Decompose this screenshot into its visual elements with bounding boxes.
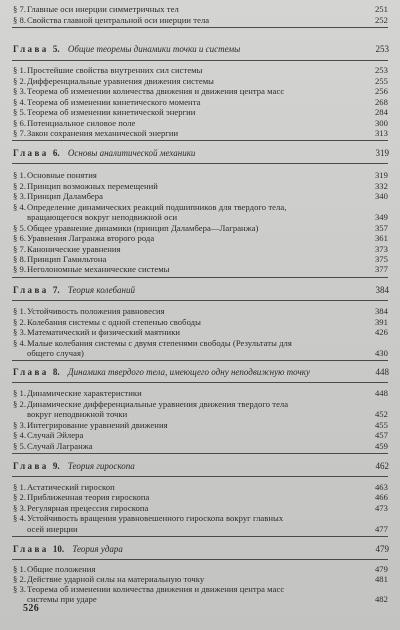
chapter-heading [13,367,388,378]
section-title: общего случая) [27,348,84,358]
page-number: 463 [374,482,388,492]
chapter-label: Глава [13,44,49,54]
chapter-label: Глава [13,461,49,471]
chapter-heading [13,461,388,472]
section-number: § 1. [13,564,27,574]
page-number: 457 [374,430,388,440]
chapter-title: Теория гироскопа [67,461,135,471]
page-number: 462 [375,461,389,471]
divider [12,27,388,28]
section-number: § 3. [13,86,27,96]
divider [12,300,388,301]
section-title: Колебания системы с одной степенью свободы [27,317,201,327]
section-title: Принцип Гамильтона [27,254,107,264]
divider [12,536,388,537]
chapter-title: Динамика твердого тела, имеющего одну неподвижную точку [67,367,310,377]
page-number: 384 [375,285,389,295]
page-number: 300 [374,118,388,128]
page-number: 252 [374,15,388,25]
section-title: Регулярная прецессия гироскопа [27,503,149,513]
page-number: 452 [374,409,388,419]
section-title: Динамические дифференциальные уравнения движения твердого тела [27,399,289,409]
chapter-label: Глава [13,285,49,295]
chapter-title: Теория удара [72,544,123,554]
section-number: § 1. [13,65,27,75]
section-title: Свойства главной центральной оси инерции тела [27,15,210,25]
section-number: § 4. [13,430,27,440]
section-title: Принцип Даламбера [27,191,103,201]
section-number: § 3. [13,503,27,513]
page-number: 253 [374,65,388,75]
page-number: 340 [374,191,388,201]
page-number: 479 [375,544,389,554]
section-title: осей инерции [27,524,78,534]
section-number: § 2. [13,574,27,584]
section-number: § 4. [13,338,27,348]
chapter-title: Теория колебаний [67,285,136,295]
section-title: Канонические уравнения [27,244,121,254]
page-number: 448 [375,367,389,377]
page-number: 332 [374,181,388,191]
section-number: § 1. [13,482,27,492]
section-title: Случай Лагранжа [27,441,93,451]
section-title: Общие положения [27,564,96,574]
section-number: § 2. [13,181,27,191]
folio-page-number: 526 [23,603,40,614]
page-number: 459 [374,441,388,451]
page-number: 377 [374,264,388,274]
section-title: Общее уравнение динамики (принцип Даламбера—Лагранжа) [27,223,259,233]
section-number: § 1. [13,306,27,316]
page-number: 373 [374,244,388,254]
section-number: § 3. [13,327,27,337]
chapter-number: 6. [52,148,60,158]
section-title: Устойчивость вращения уравновешенного гироскопа вокруг главных [27,513,284,523]
section-title: Неголономные механические системы [27,264,170,274]
section-number: § 4. [13,513,27,523]
section-number: § 5. [13,441,27,451]
section-title: Устойчивость положения равновесия [27,306,165,316]
chapter-number: 7. [52,285,60,295]
section-number: § 9. [13,264,27,274]
section-number: § 6. [13,118,27,128]
chapter-number: 10. [52,544,65,554]
divider [12,360,388,361]
divider [12,277,388,278]
section-title: Простейшие свойства внутренних сил системы [27,65,203,75]
section-title: Определение динамических реакций подшипников для твердого тела, [27,202,287,212]
page-number: 349 [374,212,388,222]
chapter-number: 5. [52,44,60,54]
chapter-title: Общие теоремы динамики точки и системы [67,44,241,54]
section-title: системы при ударе [27,594,97,604]
section-title: Теорема об изменении количества движения и движения центра масс [27,584,285,594]
chapter-label: Глава [13,148,49,158]
divider [12,163,388,164]
section-title: Теорема об изменении кинетической энергии [27,107,196,117]
section-number: § 4. [13,202,27,212]
section-number: § 5. [13,107,27,117]
page-number: 256 [374,86,388,96]
section-title: Принцип возможных перемещений [27,181,158,191]
page-number: 426 [374,327,388,337]
page-number: 284 [374,107,388,117]
chapter-heading [13,148,388,159]
page-number: 357 [374,223,388,233]
section-number: § 8. [13,15,27,25]
section-number: § 3. [13,191,27,201]
page-number: 473 [374,503,388,513]
section-title: вокруг неподвижной точки [27,409,128,419]
divider [12,476,388,477]
section-title: Закон сохранения механической энергии [27,128,179,138]
divider [12,453,388,454]
page-number: 481 [374,574,388,584]
section-title: Приближенная теория гироскопа [27,492,150,502]
page-number: 391 [374,317,388,327]
section-number: § 5. [13,223,27,233]
section-number: § 1. [13,388,27,398]
chapter-number: 8. [52,367,60,377]
section-title: Малые колебания системы с двумя степенями свободы (Результаты для [27,338,292,348]
page-number: 448 [374,388,388,398]
page-number: 251 [374,4,388,14]
section-title: Потенциальное силовое поле [27,118,136,128]
chapter-heading [13,544,388,555]
chapter-heading [13,285,388,296]
chapter-label: Глава [13,544,49,554]
page-number: 253 [375,44,389,54]
section-title: Основные понятия [27,170,97,180]
section-title: Случай Эйлера [27,430,84,440]
page-number: 255 [374,76,388,86]
page-number: 479 [374,564,388,574]
section-title: Уравнения Лагранжа второго рода [27,233,155,243]
divider [12,382,388,383]
section-number: § 3. [13,420,27,430]
page-number: 319 [375,148,389,158]
page-number: 477 [374,524,388,534]
divider [12,559,388,560]
section-number: § 1. [13,170,27,180]
section-number: § 4. [13,97,27,107]
section-title: Динамические характеристики [27,388,142,398]
chapter-label: Глава [13,367,49,377]
section-title: Дифференциальные уравнения движения системы [27,76,215,86]
chapter-number: 9. [52,461,60,471]
page-number: 482 [374,594,388,604]
chapter-title: Основы аналитической механики [67,148,196,158]
section-number: § 2. [13,76,27,86]
page-number: 455 [374,420,388,430]
section-title: Главные оси инерции симметричных тел [27,4,179,14]
section-number: § 2. [13,399,27,409]
section-number: § 7. [13,244,27,254]
page-number: 430 [374,348,388,358]
divider [12,140,388,141]
page-number: 361 [374,233,388,243]
section-title: вращающегося вокруг неподвижной оси [27,212,178,222]
section-number: § 8. [13,254,27,264]
section-number: § 7. [13,128,27,138]
divider [12,60,388,61]
section-number: § 2. [13,317,27,327]
chapter-heading [13,44,388,55]
section-title: Астатический гироскоп [27,482,115,492]
page-number: 466 [374,492,388,502]
page-number: 319 [374,170,388,180]
section-title: Теорема об изменении количества движения и движения центра масс [27,86,285,96]
page-number: 268 [374,97,388,107]
section-title: Интегрирование уравнений движения [27,420,168,430]
page-number: 313 [374,128,388,138]
page-number: 384 [374,306,388,316]
section-number: § 7. [13,4,27,14]
section-number: § 6. [13,233,27,243]
section-title: Действие ударной силы на материальную точку [27,574,205,584]
page-number: 375 [374,254,388,264]
section-title: Математический и физический маятники [27,327,181,337]
section-title: Теорема об изменении кинетического момента [27,97,201,107]
section-number: § 2. [13,492,27,502]
section-number: § 3. [13,584,27,594]
